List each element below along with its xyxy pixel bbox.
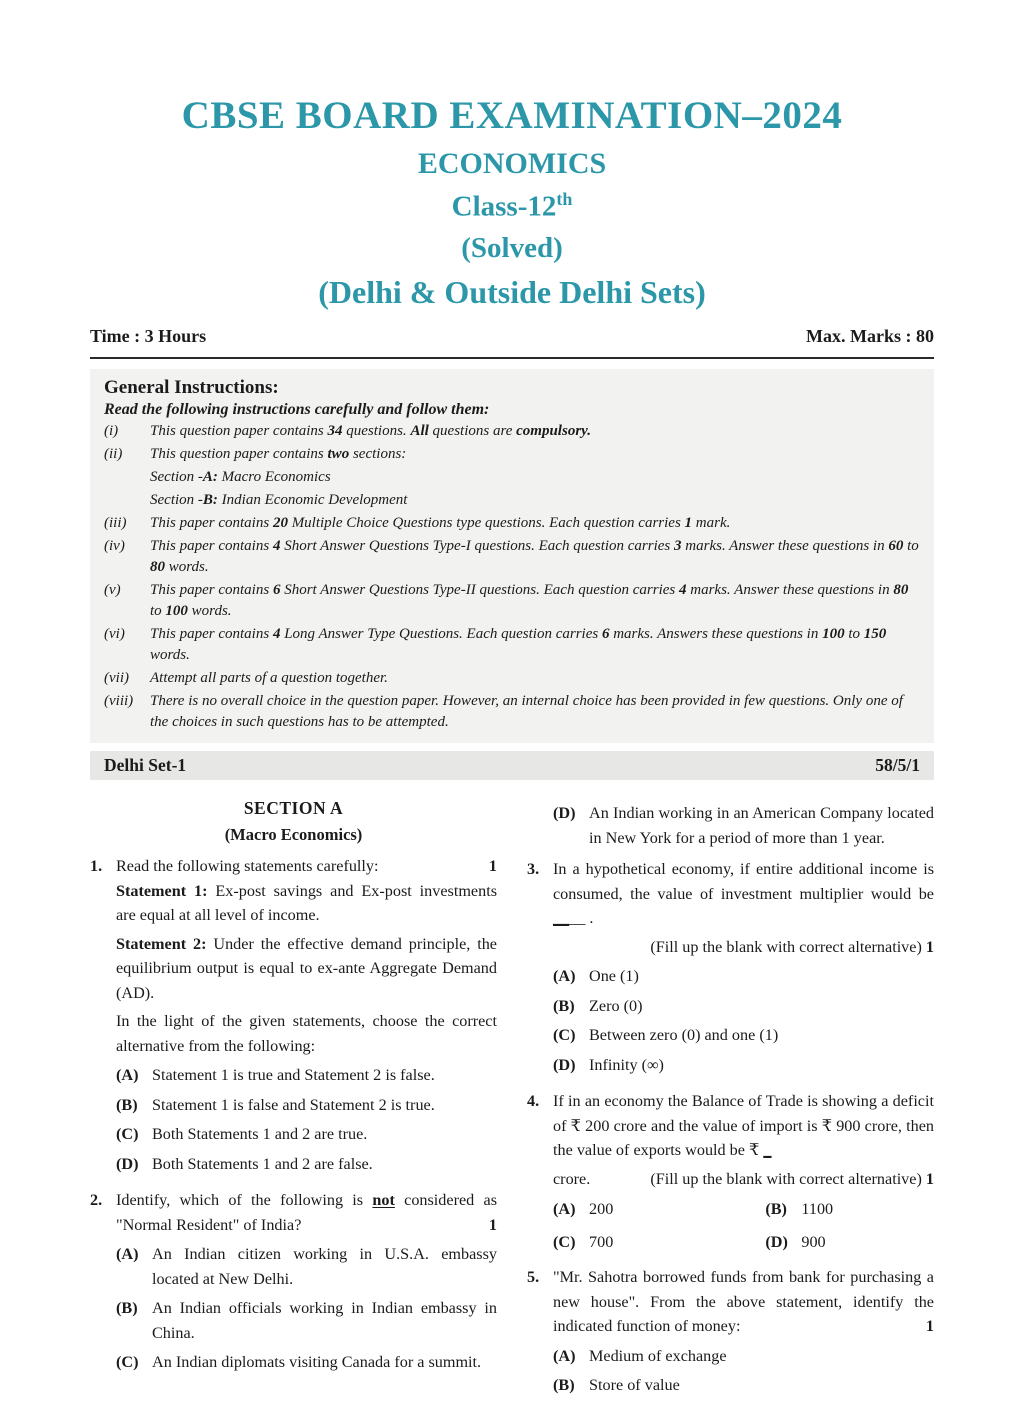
question (527, 857, 934, 1082)
question-columns (90, 796, 934, 1403)
paper-title-block (90, 94, 934, 310)
option-label: (C) (116, 1353, 139, 1372)
option (765, 1230, 934, 1255)
option (553, 1230, 755, 1255)
fill-blank-note (553, 935, 934, 960)
option-text: 1100 (801, 1200, 834, 1219)
option (116, 1063, 497, 1088)
option-label: (D) (116, 1154, 139, 1173)
question-body (553, 857, 934, 1082)
instruction-item (104, 444, 920, 511)
question-body (553, 1265, 934, 1403)
marks-badge: 1 (488, 1215, 497, 1234)
option-text: An Indian citizen working in U.S.A. embassy located at New Delhi. (152, 1245, 497, 1288)
option (116, 1296, 497, 1345)
question (90, 854, 497, 1181)
instruction-item (104, 668, 920, 689)
question-paragraph: Statement 1: Ex-post savings and Ex-post investments are equal at all level of income. (116, 881, 498, 925)
instruction-item (104, 513, 920, 534)
instruction-subline: Section -A: Macro Economics (150, 469, 331, 486)
section-title: SECTION A (243, 798, 344, 819)
subject-title: ECONOMICS (417, 146, 607, 180)
question (527, 1089, 934, 1258)
option-label: (C) (553, 1232, 576, 1251)
instruction-number: (iii) (104, 515, 127, 532)
option (553, 1344, 934, 1369)
instruction-number: (vii) (104, 670, 129, 687)
note-lead-text: crore. (553, 1169, 591, 1188)
instruction-number: (iv) (104, 538, 125, 555)
options-list (116, 1242, 497, 1375)
meta-row (90, 326, 934, 347)
option-text: 200 (589, 1200, 614, 1219)
option (553, 1373, 934, 1398)
option (553, 994, 934, 1019)
right-column (527, 796, 934, 1403)
question-paragraph: In the light of the given statements, choose the correct alternative from the following: (116, 1012, 497, 1055)
instruction-text: Attempt all parts of a question together. (150, 670, 388, 687)
marks-badge: 1 (488, 857, 497, 876)
class-title-base: Class-12 (451, 190, 557, 223)
instruction-item (104, 536, 920, 578)
max-marks-label: Max. Marks : 80 (806, 326, 934, 347)
set-bar (90, 751, 934, 780)
marks-badge: 1 (925, 1317, 934, 1336)
option-text: Zero (0) (589, 996, 643, 1015)
option (553, 964, 934, 989)
option-text: An Indian officials working in Indian embassy in China. (152, 1299, 497, 1342)
option-label: (D) (553, 804, 576, 823)
note-text: (Fill up the blank with correct alternative) 1 (650, 937, 934, 956)
instruction-number: (viii) (104, 693, 134, 710)
marks-badge: 1 (925, 1169, 934, 1188)
instruction-text: This paper contains 4 Long Answer Type Questions. Each question carries 6 marks. Answers these questions in 100 to 150 words. (150, 626, 887, 664)
set-name: Delhi Set-1 (104, 755, 187, 776)
option-text: Statement 1 is false and Statement 2 is true. (152, 1095, 435, 1114)
options-continuation (527, 801, 934, 850)
option-text: 900 (801, 1232, 826, 1251)
option-label: (B) (765, 1200, 787, 1219)
instruction-number: (vi) (104, 626, 125, 643)
instruction-number: (i) (104, 423, 119, 440)
general-instructions-box (90, 369, 934, 743)
question-text: Read the following statements carefully: (116, 857, 379, 876)
option-text: Both Statements 1 and 2 are true. (152, 1125, 368, 1144)
solved-label: (Solved) (461, 232, 563, 265)
question-paragraph: In a hypothetical economy, if entire additional income is consumed, the value of investment multiplier would be ____ . (553, 860, 934, 928)
class-title-superscript: th (556, 188, 573, 209)
question-body (116, 1188, 497, 1380)
fill-blank-note (553, 1167, 934, 1192)
option-label: (B) (116, 1095, 138, 1114)
instruction-number: (v) (104, 582, 121, 599)
option (553, 1023, 934, 1048)
option-label: (A) (553, 1346, 576, 1365)
option-label: (B) (553, 1376, 575, 1395)
sets-label: (Delhi & Outside Delhi Sets) (318, 274, 706, 311)
option (553, 1197, 755, 1222)
option-text: Store of value (589, 1376, 680, 1395)
option (116, 1152, 497, 1177)
instruction-text: This question paper contains two sections: Section -A: Macro Economics Section -B: Indian Economic Development (150, 444, 920, 511)
option-label: (A) (116, 1066, 139, 1085)
option-label: (D) (765, 1232, 788, 1251)
section-subtitle: (Macro Economics) (224, 824, 363, 844)
question-paragraph: Statement 2: Under the effective demand principle, the equilibrium output is equal to ex-ante Aggregate Demand (AD). (116, 934, 497, 1002)
option (116, 1093, 497, 1118)
instructions-list (104, 421, 920, 733)
question-number: 3. (527, 860, 540, 879)
left-column (90, 796, 497, 1403)
instruction-text: This paper contains 20 Multiple Choice Questions type questions. Each question carries 1 mark. (150, 515, 731, 532)
options-list (116, 1063, 497, 1176)
instruction-subline: Section -B: Indian Economic Development (150, 492, 408, 509)
option-label: (C) (553, 1026, 576, 1045)
question-paragraph: If in an economy the Balance of Trade is showing a deficit of ₹ 200 crore and the value of import is ₹ 900 crore, then the value of exports would be ₹ _ (553, 1092, 934, 1160)
option-text: Between zero (0) and one (1) (589, 1026, 779, 1045)
instruction-item (104, 624, 920, 666)
option (765, 1197, 934, 1222)
options-list (553, 1193, 934, 1258)
instruction-item (104, 580, 920, 622)
instruction-number: (ii) (104, 446, 123, 463)
option (553, 801, 934, 850)
option-label: (B) (553, 996, 575, 1015)
instruction-item (104, 421, 920, 442)
instructions-heading: General Instructions: (104, 377, 279, 399)
question-number: 4. (527, 1092, 540, 1111)
question-lead-line (116, 854, 497, 879)
options-list (553, 964, 934, 1077)
question-number: 1. (90, 857, 103, 876)
question-paragraph: Identify, which of the following is not considered as "Normal Resident" of India? 1 (116, 1188, 497, 1237)
paper-code: 58/5/1 (875, 755, 920, 776)
section-heading (90, 796, 497, 847)
question (90, 1188, 497, 1380)
option-label: (D) (553, 1055, 576, 1074)
option-text: An Indian diplomats visiting Canada for a summit. (152, 1353, 482, 1372)
option-text: Infinity (∞) (589, 1055, 664, 1074)
question-number: 5. (527, 1268, 540, 1287)
option-text: Medium of exchange (589, 1346, 727, 1365)
instruction-text: This question paper contains 34 questions. All questions are compulsory. (150, 423, 592, 440)
class-title (90, 190, 934, 224)
option (116, 1350, 497, 1375)
instruction-text: There is no overall choice in the question paper. However, an internal choice has been provided in few questions. Only one of the choices in such questions has to be attempted. (150, 693, 903, 731)
instruction-text: This paper contains 6 Short Answer Questions Type-II questions. Each question carries 4 marks. Answer these questions in 80 to 100 words. (150, 582, 909, 620)
question-body (116, 854, 497, 1181)
option-text: Both Statements 1 and 2 are false. (152, 1154, 373, 1173)
option-label: (A) (553, 967, 576, 986)
note-text: (Fill up the blank with correct alternative) 1 (650, 1169, 934, 1188)
time-label: Time : 3 Hours (90, 326, 207, 347)
option-text: 700 (589, 1232, 614, 1251)
question-body (553, 1089, 934, 1258)
question-number: 2. (90, 1191, 103, 1210)
option-label: (B) (116, 1299, 138, 1318)
options-list (553, 801, 934, 850)
option-text: Statement 1 is true and Statement 2 is false. (152, 1066, 435, 1085)
option-text: An Indian working in an American Company located in New York for a period of more than 1 year. (589, 804, 934, 847)
instruction-item (104, 691, 920, 733)
option-label: (A) (553, 1200, 576, 1219)
exam-title: CBSE BOARD EXAMINATION–2024 (181, 94, 843, 137)
option (553, 1053, 934, 1078)
option (116, 1122, 497, 1147)
option-text: One (1) (589, 967, 639, 986)
options-list (553, 1344, 934, 1398)
option (116, 1242, 497, 1291)
marks-badge: 1 (925, 937, 934, 956)
instruction-text: This paper contains 4 Short Answer Questions Type-I questions. Each question carries 3 marks. Answer these questions in 60 to 80 words. (150, 538, 919, 576)
instructions-subheading: Read the following instructions carefully and follow them: (104, 401, 490, 419)
question-paragraph: "Mr. Sahotra borrowed funds from bank for purchasing a new house". From the above statement, identify the indicated function of money: 1 (553, 1265, 934, 1339)
divider-rule (90, 357, 934, 359)
question (527, 1265, 934, 1403)
option-label: (C) (116, 1125, 139, 1144)
option-label: (A) (116, 1245, 139, 1264)
